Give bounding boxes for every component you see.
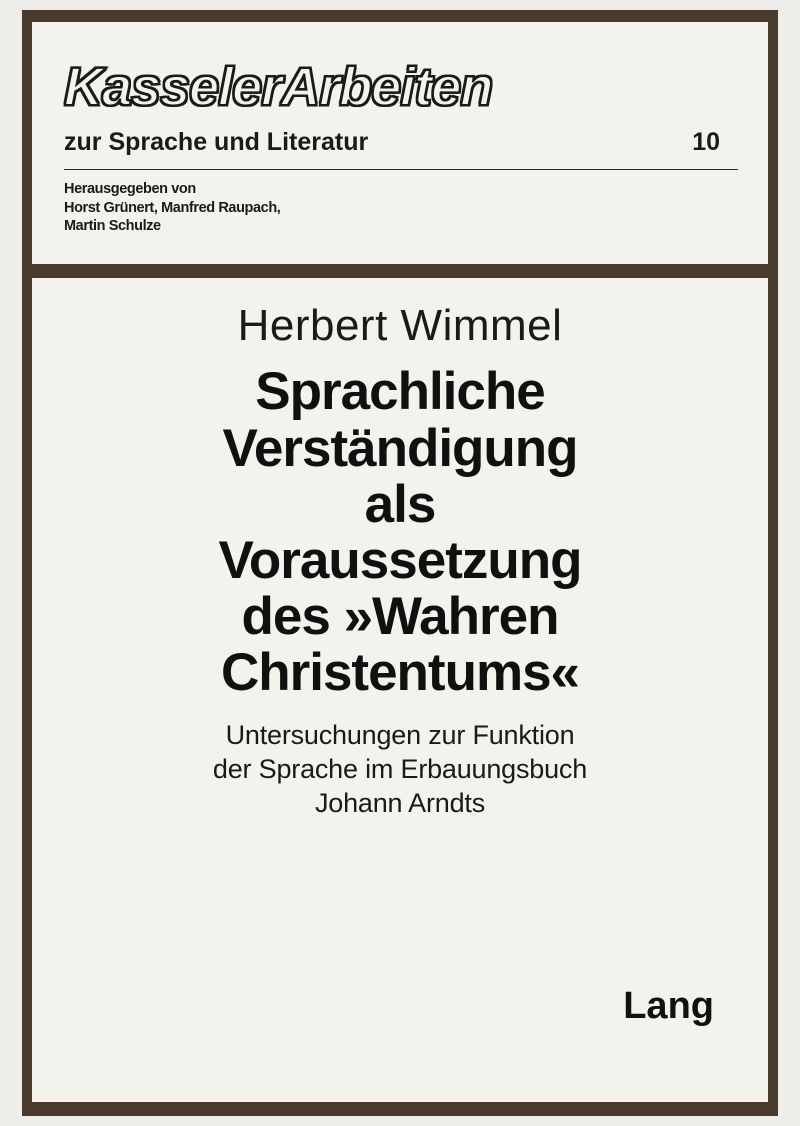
section-divider-bar [32, 264, 768, 278]
series-title: KasselerArbeiten [64, 57, 493, 117]
main-title-area [32, 284, 768, 1102]
series-subtitle: zur Sprache und Literatur [64, 128, 369, 156]
author-name: Herbert Wimmel [237, 301, 563, 350]
title-line-5: des »Wahren [241, 587, 559, 647]
cover-frame [22, 10, 778, 1116]
subtitle-line-1: Untersuchungen zur Funktion [225, 720, 575, 751]
book-subtitle [66, 719, 734, 820]
title-line-1: Sprachliche [255, 362, 545, 422]
editor-line-2: Martin Schulze [64, 218, 161, 235]
title-line-6: Christentums« [220, 643, 580, 703]
editor-line-1: Horst Grünert, Manfred Raupach, [64, 199, 281, 216]
series-volume-number: 10 [692, 128, 720, 156]
title-line-4: Voraussetzung [218, 530, 582, 590]
cover-page [32, 22, 768, 1102]
editors-block [64, 180, 738, 236]
book-title [66, 364, 734, 701]
title-line-3: als [364, 474, 436, 534]
publisher-name: Lang [623, 985, 714, 1027]
editor-label: Herausgegeben von [64, 181, 196, 197]
series-subtitle-row [64, 128, 738, 157]
subtitle-line-3: Johann Arndts [314, 787, 486, 818]
subtitle-line-2: der Sprache im Erbauungsbuch [212, 754, 588, 785]
series-header [64, 52, 738, 262]
title-line-2: Verständigung [222, 418, 578, 478]
header-divider-rule [64, 169, 738, 170]
